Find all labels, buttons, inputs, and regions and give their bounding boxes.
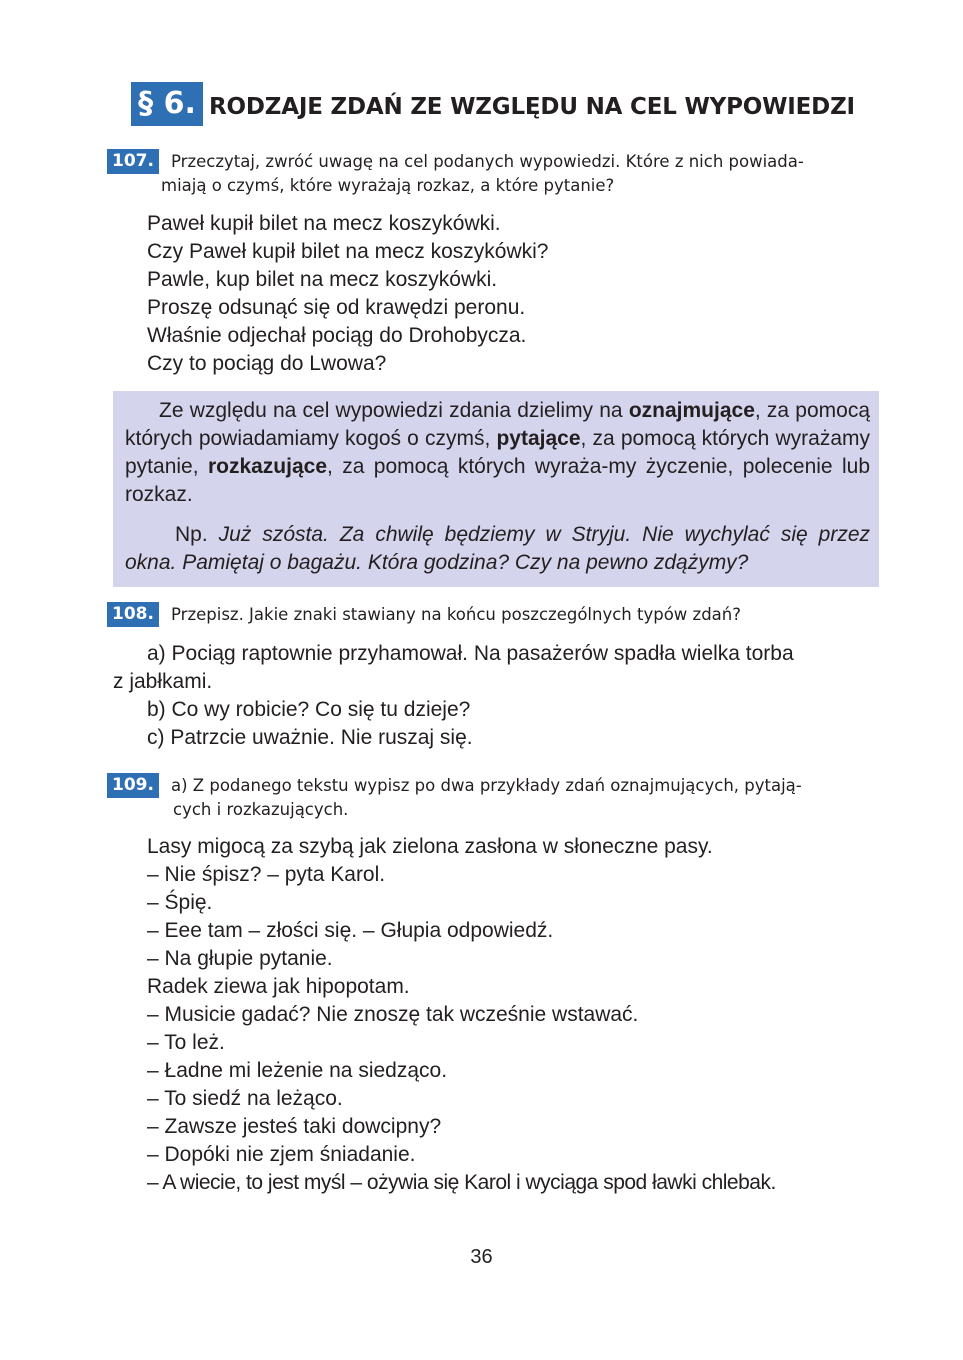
instruction-line: Przeczytaj, zwróć uwagę na cel podanych wypowiedzi. Które z nich powiada- [171,152,804,171]
text-line: z jabłkami. [113,670,213,693]
page-number: 36 [470,1246,493,1268]
text-line: – Ładne mi leżenie na siedząco. [147,1059,448,1082]
section-title: RODZAJE ZDAŃ ZE WZGLĘDU NA CEL WYPOWIEDZI [209,94,855,120]
text-line: b) Co wy robicie? Co się tu dzieje? [147,698,471,721]
exercise-108-badge: 108. [107,602,159,627]
text-line: – Eee tam – złości się. – Głupia odpowiedź. [147,919,554,942]
sentence: Czy to pociąg do Lwowa? [147,352,387,375]
sentence: Paweł kupił bilet na mecz koszykówki. [147,212,501,235]
text-line: – Śpię. [147,891,213,914]
section-number-badge: § 6. [131,82,203,126]
exercise-109-instruction [171,774,883,822]
exercise-107-badge: 107. [107,149,159,174]
text-line: – Nie śpisz? – pyta Karol. [147,863,386,886]
exercise-108-instruction: Przepisz. Jakie znaki stawiany na końcu poszczególnych typów zdań? [171,605,741,624]
instruction-line: cych i rozkazujących. [173,800,349,819]
sentence: Proszę odsunąć się od krawędzi peronu. [147,296,526,319]
text-line: Radek ziewa jak hipopotam. [147,975,410,998]
term-imperative: rozkazujące [207,455,327,478]
sentence: Czy Paweł kupił bilet na mecz koszykówki? [147,240,549,263]
instruction-line: a) Z podanego tekstu wypisz po dwa przykłady zdań oznajmujących, pytają- [171,776,802,795]
text-line: c) Patrzcie uważnie. Nie ruszaj się. [147,726,473,749]
text-line: – Na głupie pytanie. [147,947,333,970]
text-line: Lasy migocą za szybą jak zielona zasłona w słoneczne pasy. [147,835,713,858]
exercise-107-sentences [147,210,548,378]
text-line: – To siedź na leżąco. [147,1087,343,1110]
text-line: – Zawsze jesteś taki dowcipny? [147,1115,442,1138]
term-interrogative: pytające [496,427,581,450]
exercise-107-instruction [161,150,883,198]
text-line: a) Pociąg raptownie przyhamował. Na pasażerów spadła wielka torba [147,642,794,665]
exercise-108-text [113,640,883,752]
sentence: Pawle, kup bilet na mecz koszykówki. [147,268,498,291]
rule-text [125,397,870,577]
text-line: – A wiecie, to jest myśl – ożywia się Karol i wyciąga spod ławki chlebak. [147,1171,776,1194]
instruction-line: miają o czymś, które wyrażają rozkaz, a które pytanie? [161,176,615,195]
exercise-109-badge: 109. [107,773,159,798]
text-line: – Dopóki nie zjem śniadanie. [147,1143,416,1166]
rule-example: Np. Już szósta. Za chwilę będziemy w Stryju. Nie wychylać się przez okna. Pamiętaj o bagażu. Która godzina? Czy na pewno zdążymy? [125,523,870,574]
rule-definition: Ze względu na cel wypowiedzi zdania dzielimy na oznajmujące, za pomocą których powiadamiamy kogoś o czymś, pytające, za pomocą których wyrażamy pytanie, rozkazujące, za pomocą których wyraża-my życzenie, polecenie lub rozkaz. [125,399,870,506]
text-line: – Musicie gadać? Nie znoszę tak wcześnie wstawać. [147,1003,639,1026]
sentence: Właśnie odjechał pociąg do Drohobycza. [147,324,527,347]
rule-example-text: Już szósta. Za chwilę będziemy w Stryju. Nie wychylać się przez okna. Pamiętaj o bagażu. Która godzina? Czy na pewno zdążymy? [125,523,870,574]
term-declarative: oznajmujące [628,399,755,422]
text-line: – To leż. [147,1031,225,1054]
exercise-109-text [147,833,776,1197]
